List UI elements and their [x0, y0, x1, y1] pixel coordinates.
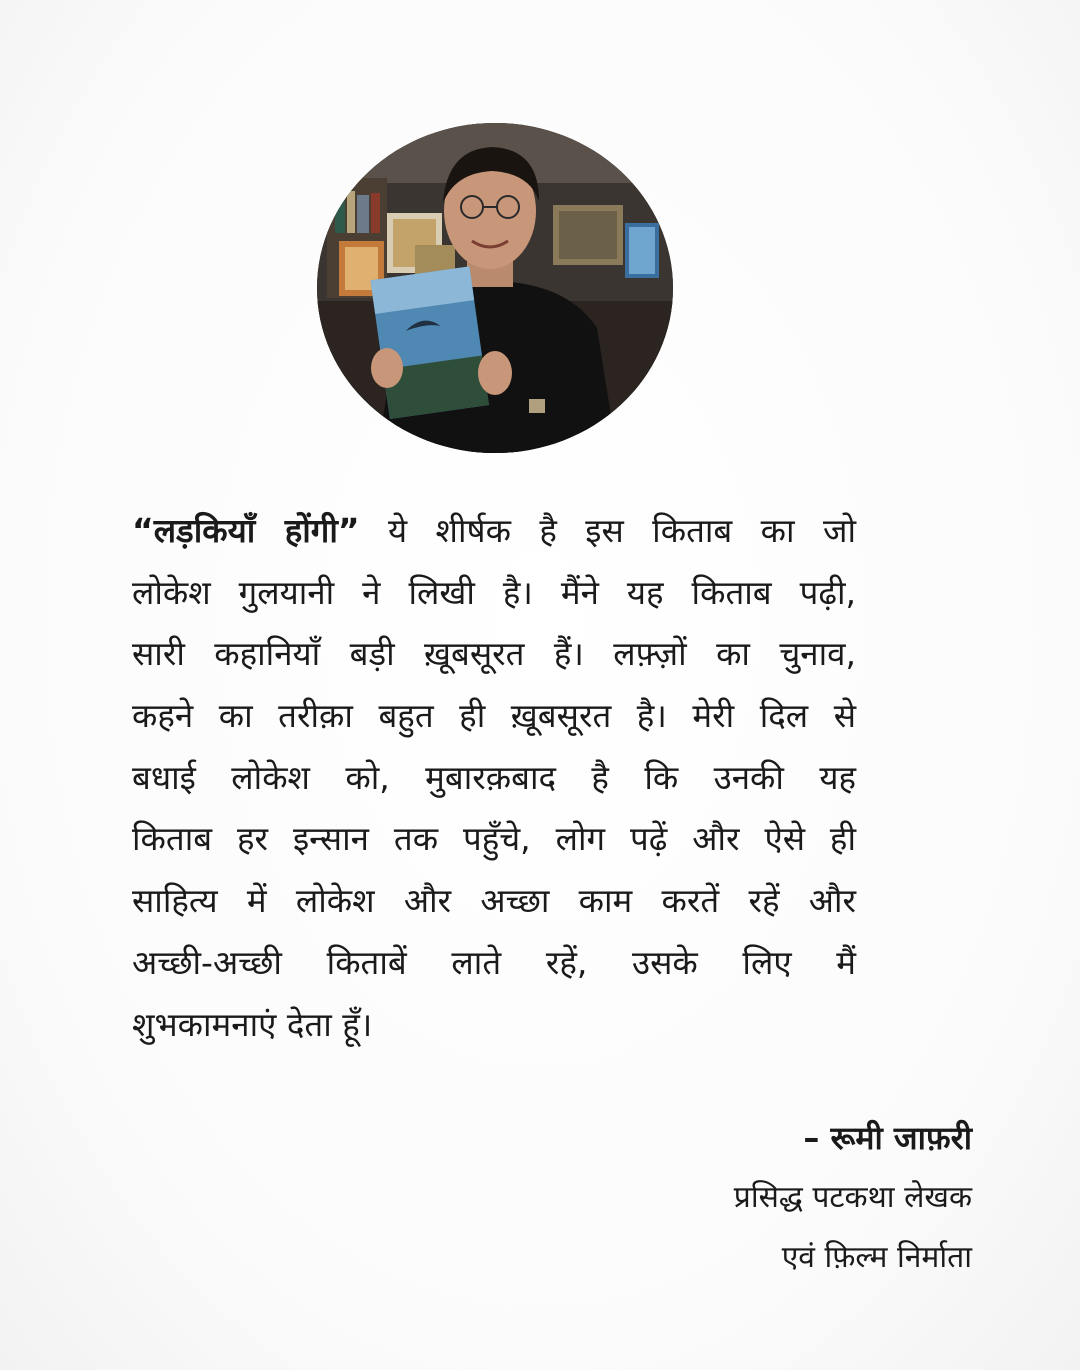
- testimonial-text: [132, 500, 856, 1055]
- book-title-quote: “लड़कियाँ होंगी”: [132, 511, 360, 550]
- testimonial-line: कहने का तरीक़ा बहुत ही ख़ूबसूरत है। मेरी दिल से: [132, 696, 856, 736]
- author-name: – रूमी जाफ़री: [803, 1119, 972, 1157]
- testimonial-line-text: ये शीर्षक है इस किताब का जो: [359, 511, 857, 550]
- testimonial-line: सारी कहानियाँ बड़ी ख़ूबसूरत हैं। लफ़्ज़ों का चुनाव,: [132, 634, 856, 674]
- testimonial-line: अच्छी-अच्छी किताबें लाते रहें, उसके लिए मैं: [132, 942, 856, 982]
- author-role: प्रसिद्ध पटकथा लेखक: [733, 1180, 972, 1215]
- author-role: एवं फ़िल्म निर्माता: [781, 1240, 972, 1275]
- testimonial-line: साहित्य में लोकेश और अच्छा काम करतें रहें और: [132, 881, 856, 921]
- testimonial-line: बधाई लोकेश को, मुबारक़बाद है कि उनकी यह: [132, 757, 856, 797]
- testimonial-line: लोकेश गुलयानी ने लिखी है। मैंने यह किताब पढ़ी,: [132, 572, 856, 612]
- testimonial-line: शुभकामनाएं देता हूँ।: [132, 1004, 373, 1044]
- signature-block: [734, 1108, 972, 1288]
- author-portrait-photo: [317, 123, 673, 453]
- testimonial-line: [132, 500, 856, 562]
- testimonial-line: किताब हर इन्सान तक पहुँचे, लोग पढ़ें और ऐसे ही: [132, 819, 856, 859]
